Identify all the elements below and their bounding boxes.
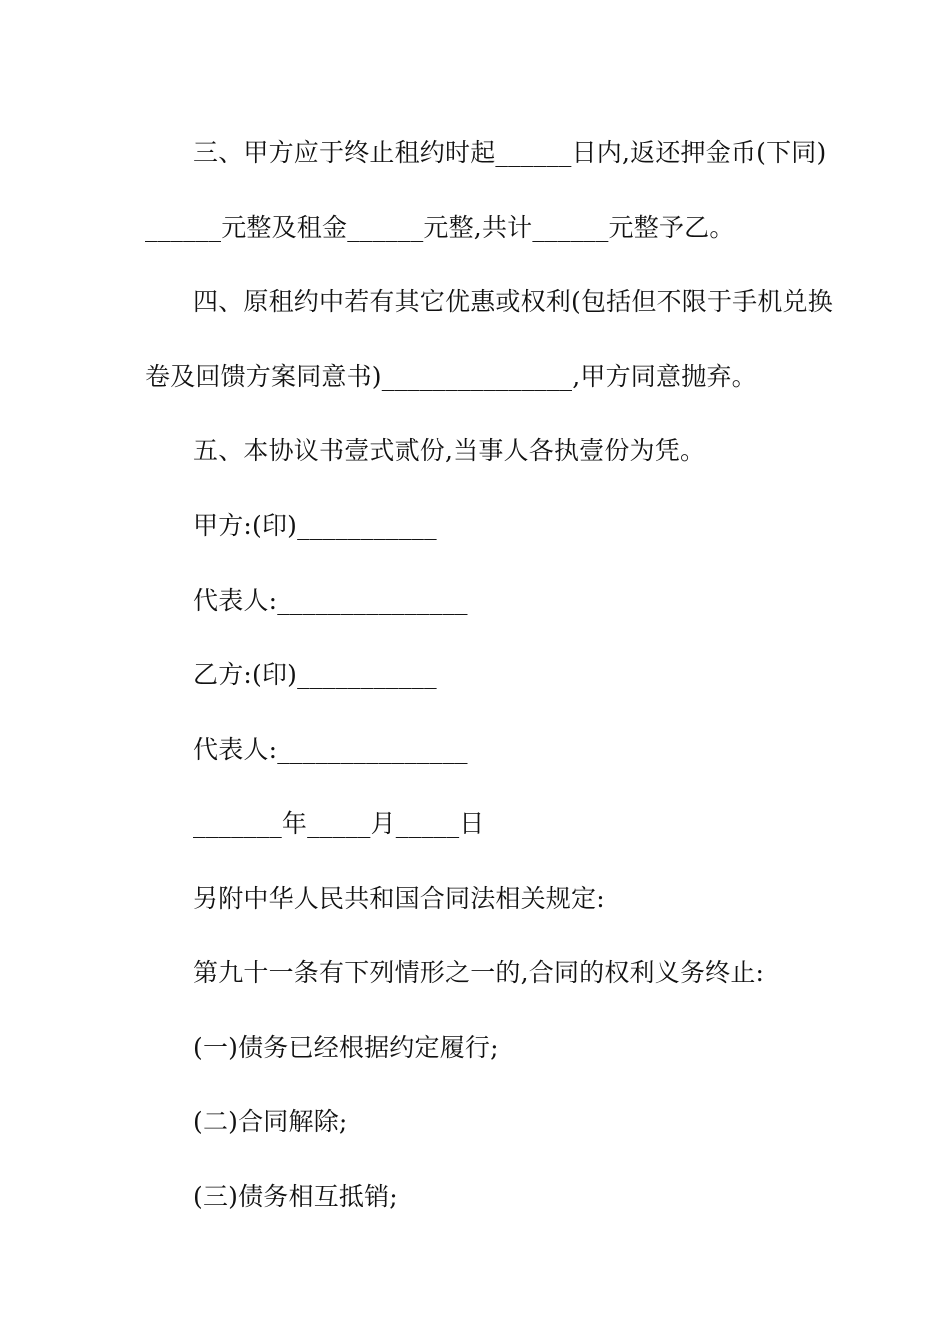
- article-91-item-1: (一)债务已经根据约定履行;: [193, 1033, 499, 1062]
- clause-4-line-1: 四、原租约中若有其它优惠或权利(包括但不限于手机兑换: [193, 287, 833, 316]
- article-91: 第九十一条有下列情形之一的,合同的权利义务终止:: [193, 958, 765, 987]
- clause-3-line-1: 三、甲方应于终止租约时起______日内,返还押金币(下同): [193, 138, 827, 167]
- clause-3-line-2: ______元整及租金______元整,共计______元整予乙。: [145, 213, 735, 242]
- article-91-item-2: (二)合同解除;: [193, 1107, 348, 1136]
- party-a-representative: 代表人:_______________: [193, 586, 468, 615]
- date-line: _______年_____月_____日: [193, 809, 485, 838]
- clause-5: 五、本协议书壹式贰份,当事人各执壹份为凭。: [193, 436, 706, 465]
- party-a-seal: 甲方:(印)___________: [193, 511, 437, 540]
- clause-4-line-2: 卷及回馈方案同意书)_______________,甲方同意抛弃。: [145, 362, 757, 391]
- party-b-seal: 乙方:(印)___________: [193, 660, 437, 689]
- appendix-title: 另附中华人民共和国合同法相关规定:: [193, 884, 605, 913]
- article-91-item-3: (三)债务相互抵销;: [193, 1182, 398, 1211]
- party-b-representative: 代表人:_______________: [193, 735, 468, 764]
